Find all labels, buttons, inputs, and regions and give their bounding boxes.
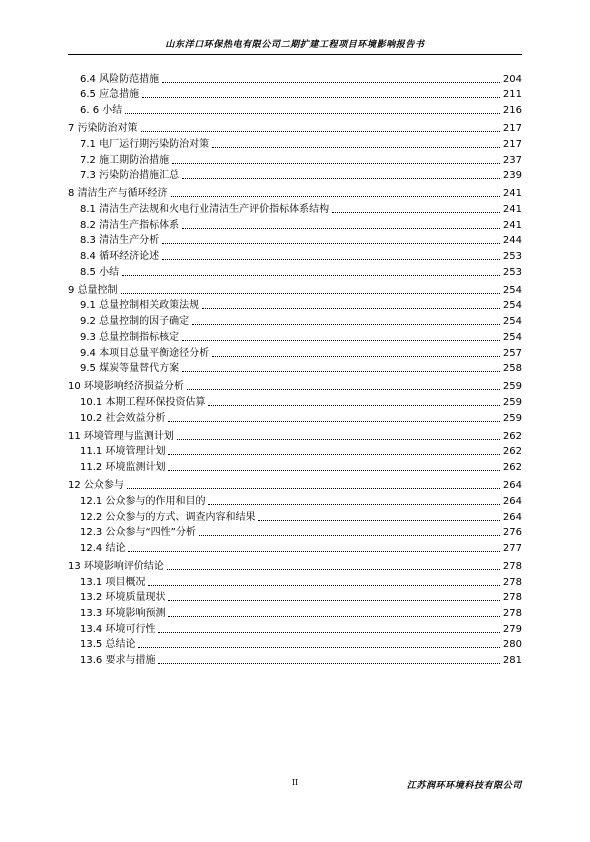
toc-dot-leader <box>168 616 499 617</box>
toc-page-number: 279 <box>502 623 522 635</box>
toc-entry-title: 循环经济论述 <box>99 251 160 263</box>
toc-page-number: 278 <box>502 561 522 573</box>
toc-entry-title: 环境管理与监测计划 <box>83 430 174 442</box>
toc-section-entry[interactable] <box>68 651 522 667</box>
toc-entry-label <box>80 155 169 167</box>
toc-page-number: 259 <box>502 397 522 408</box>
toc-page-number: 277 <box>502 542 522 554</box>
toc-section-entry[interactable] <box>68 167 522 183</box>
toc-entry-label <box>80 220 179 232</box>
toc-dot-leader <box>202 308 500 309</box>
toc-entry-number: 11 <box>68 430 81 442</box>
toc-entry-number: 13.2 <box>80 592 103 604</box>
toc-chapter-entry[interactable] <box>68 427 522 443</box>
toc-entry-title: 小结 <box>102 105 123 117</box>
toc-dot-leader <box>128 551 499 552</box>
toc-entry-title: 环境影响评价结论 <box>83 561 164 573</box>
toc-entry-number: 8.1 <box>80 203 96 215</box>
toc-entry-number: 8.4 <box>80 251 96 263</box>
toc-entry-title: 施工期防治措施 <box>99 154 170 166</box>
toc-dot-leader <box>158 632 499 633</box>
toc-section-entry[interactable] <box>68 508 522 524</box>
toc-dot-leader <box>332 212 500 213</box>
toc-dot-leader <box>187 389 500 390</box>
toc-entry-title: 清洁生产与循环经济 <box>77 188 168 200</box>
toc-dot-leader <box>167 569 500 570</box>
toc-entry-number: 7.3 <box>80 170 96 182</box>
toc-page-number: 241 <box>502 203 522 215</box>
toc-entry-title: 风险防范措施 <box>99 73 160 85</box>
toc-page-number: 276 <box>502 527 522 539</box>
toc-section-entry[interactable] <box>68 393 522 409</box>
toc-section-entry[interactable] <box>68 247 522 263</box>
toc-entry-number: 10.2 <box>80 412 103 424</box>
toc-entry-label <box>68 431 174 443</box>
toc-entry-number: 8.2 <box>80 219 96 231</box>
toc-entry-number: 10.1 <box>80 397 103 408</box>
toc-section-entry[interactable] <box>68 636 522 652</box>
toc-page-number: 262 <box>502 430 522 442</box>
toc-entry-number: 12.3 <box>80 527 103 539</box>
toc-dot-leader <box>162 82 500 83</box>
toc-entry-label <box>80 300 199 312</box>
toc-section-entry[interactable] <box>68 216 522 232</box>
toc-chapter-entry[interactable] <box>68 378 522 394</box>
toc-page-number: 254 <box>502 316 522 328</box>
toc-page-number: 217 <box>502 123 522 135</box>
toc-entry-title: 环境可行性 <box>105 623 156 635</box>
toc-dot-leader <box>168 470 499 471</box>
toc-section-entry[interactable] <box>68 70 522 86</box>
toc-section-entry[interactable] <box>68 573 522 589</box>
toc-chapter-entry[interactable] <box>68 557 522 573</box>
toc-section-entry[interactable] <box>68 135 522 151</box>
toc-entry-label <box>80 251 159 263</box>
toc-section-entry[interactable] <box>68 360 522 376</box>
toc-dot-leader <box>168 600 499 601</box>
toc-page-number: 241 <box>502 219 522 231</box>
toc-entry-label <box>80 592 165 604</box>
toc-dot-leader <box>158 663 499 664</box>
toc-page-number: 259 <box>502 412 522 424</box>
toc-page-number: 204 <box>502 73 522 85</box>
toc-entry-number: 6.4 <box>80 73 96 85</box>
toc-chapter-entry[interactable] <box>68 185 522 201</box>
toc-entry-label <box>80 527 196 539</box>
toc-entry-number: 9.3 <box>80 331 96 343</box>
toc-dot-leader <box>258 520 499 521</box>
toc-entry-number: 9 <box>68 284 75 296</box>
toc-entry-title: 本期工程环保投资估算 <box>105 397 206 408</box>
toc-entry-label <box>80 543 125 555</box>
toc-entry-label <box>80 105 122 117</box>
toc-entry-label <box>80 496 205 508</box>
toc-dot-leader <box>122 275 500 276</box>
toc-entry-title: 本项目总量平衡途径分析 <box>99 347 210 359</box>
toc-page-number: 254 <box>502 300 522 312</box>
toc-section-entry[interactable] <box>68 263 522 279</box>
toc-entry-title: 环境监测计划 <box>105 462 166 474</box>
toc-entry-title: 煤炭等量替代方案 <box>99 363 180 375</box>
toc-entry-label <box>80 446 165 458</box>
toc-entry-label <box>80 363 179 375</box>
toc-entry-title: 污染防治措施汇总 <box>99 170 180 182</box>
toc-entry-title: 公众参与的方式、调查内容和结果 <box>105 511 256 523</box>
toc-page-number: 211 <box>502 89 522 101</box>
toc-chapter-entry[interactable] <box>68 281 522 297</box>
toc-dot-leader <box>208 405 499 406</box>
toc-page-number: 254 <box>502 331 522 343</box>
toc-entry-label <box>80 577 145 589</box>
toc-entry-label <box>80 139 209 151</box>
toc-page-number: 278 <box>502 576 522 588</box>
toc-entry-number: 9.5 <box>80 363 96 375</box>
toc-entry-title: 项目概况 <box>105 576 146 588</box>
toc-page-number: 264 <box>502 511 522 523</box>
toc-section-entry[interactable] <box>68 151 522 167</box>
toc-entry-number: 12.1 <box>80 495 103 507</box>
toc-page-number: 280 <box>502 639 522 651</box>
toc-dot-leader <box>182 371 500 372</box>
toc-page-number: 217 <box>502 138 522 150</box>
toc-dot-leader <box>182 340 500 341</box>
toc-entry-number: 13.6 <box>80 655 103 667</box>
toc-section-entry[interactable] <box>68 297 522 313</box>
toc-dot-leader <box>199 535 500 536</box>
toc-entry-title: 要求与措施 <box>105 655 156 667</box>
toc-dot-leader <box>212 147 500 148</box>
toc-page-number: 264 <box>502 495 522 507</box>
toc-dot-leader <box>142 97 500 98</box>
toc-entry-title: 环境影响经济损益分析 <box>83 381 184 393</box>
toc-page-number: 244 <box>502 235 522 247</box>
toc-entry-label <box>80 74 159 86</box>
header-title: 山东洋口环保热电有限公司二期扩建工程项目环境影响报告书 <box>165 40 425 50</box>
toc-entry-number: 8 <box>68 188 75 200</box>
toc-entry-title: 公众参与“四性”分析 <box>105 527 196 539</box>
page-header <box>68 38 522 55</box>
toc-entry-label <box>68 480 124 492</box>
toc-entry-label <box>68 285 118 297</box>
toc-entry-label <box>80 348 209 360</box>
toc-entry-label <box>80 397 205 409</box>
toc-section-entry[interactable] <box>68 200 522 216</box>
toc-entry-title: 清洁生产法规和火电行业清洁生产评价指标体系结构 <box>99 203 330 215</box>
toc-entry-title: 总量控制 <box>77 284 118 296</box>
toc-dot-leader <box>208 504 499 505</box>
toc-section-entry[interactable] <box>68 344 522 360</box>
toc-section-entry[interactable] <box>68 620 522 636</box>
footer-company: 江苏润环环境科技有限公司 <box>406 781 522 791</box>
toc-entry-label <box>80 316 189 328</box>
toc-entry-title: 环境影响预测 <box>105 608 166 620</box>
toc-entry-number: 7.1 <box>80 138 96 150</box>
toc-page-number: 259 <box>502 381 522 393</box>
toc-page-number: 258 <box>502 363 522 375</box>
toc-dot-leader <box>171 196 500 197</box>
toc-page-number: 262 <box>502 446 522 458</box>
toc-entry-title: 结论 <box>105 542 126 554</box>
toc-entry-label <box>80 170 179 182</box>
toc-entry-title: 公众参与 <box>83 480 124 492</box>
toc-dot-leader <box>168 454 499 455</box>
toc-entry-title: 社会效益分析 <box>105 412 166 424</box>
toc-entry-title: 应急措施 <box>99 89 140 101</box>
toc-entry-title: 总结论 <box>105 639 136 651</box>
toc-dot-leader <box>182 228 500 229</box>
toc-page-number: 237 <box>502 154 522 166</box>
toc-entry-title: 公众参与的作用和目的 <box>105 495 206 507</box>
toc-dot-leader <box>177 439 500 440</box>
toc-page-number: 216 <box>502 105 522 117</box>
toc-entry-number: 7.2 <box>80 154 96 166</box>
toc-dot-leader <box>172 163 500 164</box>
toc-entry-number: 9.2 <box>80 316 96 328</box>
toc-page-number: 239 <box>502 170 522 182</box>
toc-section-entry[interactable] <box>68 589 522 605</box>
toc-entry-label <box>80 204 329 216</box>
toc-entry-label <box>68 561 164 573</box>
toc-dot-leader <box>162 243 500 244</box>
toc-entry-number: 13.4 <box>80 623 103 635</box>
toc-section-entry[interactable] <box>68 443 522 459</box>
toc-dot-leader <box>138 647 499 648</box>
toc-dot-leader <box>125 113 500 114</box>
toc-entry-number: 6.5 <box>80 89 96 101</box>
toc-entry-title: 小结 <box>99 266 120 278</box>
toc-section-entry[interactable] <box>68 232 522 248</box>
toc-dot-leader <box>168 421 499 422</box>
toc-entry-label <box>68 123 138 135</box>
toc-page-number: 257 <box>502 347 522 359</box>
toc-dot-leader <box>127 488 500 489</box>
toc-dot-leader <box>212 356 500 357</box>
toc-dot-leader <box>162 259 500 260</box>
toc-entry-number: 13.1 <box>80 576 103 588</box>
toc-section-entry[interactable] <box>68 101 522 117</box>
toc-section-entry[interactable] <box>68 312 522 328</box>
toc-section-entry[interactable] <box>68 604 522 620</box>
toc-entry-title: 总量控制相关政策法规 <box>99 300 200 312</box>
toc-entry-title: 总量控制指标核定 <box>99 331 180 343</box>
toc-chapter-entry[interactable] <box>68 119 522 135</box>
toc-dot-leader <box>121 293 500 294</box>
toc-entry-label <box>68 188 168 200</box>
toc-entry-label <box>80 639 135 651</box>
toc-section-entry[interactable] <box>68 328 522 344</box>
toc-dot-leader <box>141 131 500 132</box>
toc-entry-label <box>80 89 139 101</box>
toc-entry-number: 11.2 <box>80 462 103 474</box>
toc-entry-label <box>80 332 179 344</box>
toc-entry-label <box>80 235 159 247</box>
toc-section-entry[interactable] <box>68 409 522 425</box>
toc-entry-label <box>80 624 155 636</box>
toc-entry-label <box>68 381 184 393</box>
toc-page-number: 253 <box>502 266 522 278</box>
table-of-contents <box>68 70 522 667</box>
toc-page-number: 281 <box>502 655 522 667</box>
toc-entry-number: 6. 6 <box>80 105 100 117</box>
toc-section-entry[interactable] <box>68 458 522 474</box>
toc-entry-title: 环境质量现状 <box>105 592 166 604</box>
toc-entry-title: 污染防治对策 <box>77 123 138 135</box>
toc-entry-number: 12.2 <box>80 511 103 523</box>
toc-page-number: 278 <box>502 608 522 620</box>
toc-entry-label <box>80 413 165 425</box>
toc-entry-number: 8.3 <box>80 235 96 247</box>
toc-chapter-entry[interactable] <box>68 477 522 493</box>
toc-entry-number: 9.1 <box>80 300 96 312</box>
toc-entry-title: 电厂运行期污染防治对策 <box>99 138 210 150</box>
toc-entry-number: 12 <box>68 480 81 492</box>
toc-entry-label <box>80 512 255 524</box>
toc-section-entry[interactable] <box>68 524 522 540</box>
toc-page-number: 264 <box>502 480 522 492</box>
toc-dot-leader <box>148 585 499 586</box>
toc-entry-number: 7 <box>68 123 75 135</box>
toc-entry-label <box>80 267 119 279</box>
toc-entry-title: 环境管理计划 <box>105 446 166 458</box>
toc-entry-title: 清洁生产指标体系 <box>99 219 180 231</box>
toc-entry-number: 10 <box>68 381 81 393</box>
toc-section-entry[interactable] <box>68 539 522 555</box>
toc-page-number: 253 <box>502 251 522 263</box>
toc-page-number: 278 <box>502 592 522 604</box>
toc-section-entry[interactable] <box>68 86 522 102</box>
toc-section-entry[interactable] <box>68 492 522 508</box>
toc-entry-number: 13 <box>68 561 81 573</box>
toc-entry-title: 清洁生产分析 <box>99 235 160 247</box>
toc-entry-number: 12.4 <box>80 542 103 554</box>
toc-entry-label <box>80 655 155 667</box>
toc-entry-title: 总量控制的因子确定 <box>99 316 190 328</box>
toc-entry-number: 8.5 <box>80 266 96 278</box>
toc-dot-leader <box>192 324 500 325</box>
toc-entry-label <box>80 608 165 620</box>
toc-entry-number: 13.3 <box>80 608 103 620</box>
toc-entry-number: 11.1 <box>80 446 103 458</box>
toc-entry-number: 9.4 <box>80 347 96 359</box>
toc-page-number: 241 <box>502 188 522 200</box>
toc-dot-leader <box>182 178 500 179</box>
toc-page-number: 254 <box>502 284 522 296</box>
toc-entry-number: 13.5 <box>80 639 103 651</box>
page-number: II <box>291 778 299 787</box>
toc-page-number: 262 <box>502 462 522 474</box>
toc-entry-label <box>80 462 165 474</box>
